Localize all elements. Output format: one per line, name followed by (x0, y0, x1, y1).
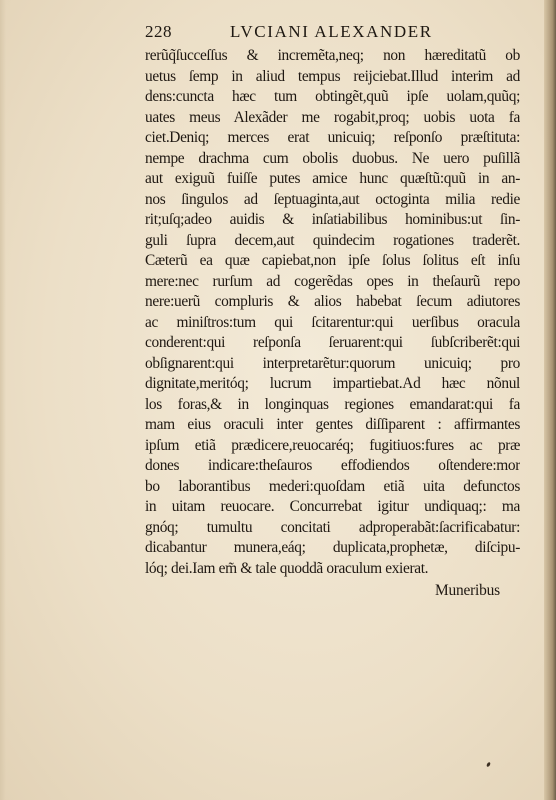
text-line: nempe drachma cum obolis duobus. Ne uero puſillã (145, 149, 520, 167)
text-line: gnóq; tumultu concitati adproperabãt:ſacrificabatur: (145, 518, 520, 536)
text-line: uetus ſemp in aliud tempus reijciebat.Illud interim ad (145, 67, 520, 85)
text-line: Cæterũ ea quæ capiebat,non ipſe ſolus ſolitus eſt inſu (145, 252, 520, 269)
text-line: nere:uerũ compluris & alios habebat ſecum adiutores (145, 293, 520, 310)
text-line: dens:cuncta hæc tum obtingẽt,quũ ipſe uolam,quũq; (145, 88, 520, 105)
page-left-edge (0, 0, 6, 800)
book-gutter-shadow (544, 0, 556, 800)
text-line: aut exiguũ fuiſſe putes amice hunc quæſtũ:quũ in an- (145, 170, 520, 187)
text-line: mere:nec rurſum ad cogerẽdas opes in theſaurũ repo (145, 272, 520, 290)
text-block (145, 46, 520, 579)
text-line: dones indicare:theſauros effodiendos oſtendere:mor (145, 457, 520, 474)
page-header (145, 22, 525, 44)
ink-speck (486, 762, 491, 768)
text-line: rit;uſq;adeo auidis & inſatiabilibus hominibus:ut ſin- (145, 211, 520, 228)
text-line: conderent:qui reſponſa ſeruarent:qui ſubſcriberẽt:qui (145, 334, 520, 351)
page-number: 228 (145, 22, 172, 41)
text-line: ac miniſtros:tum qui ſcitarentur:qui uerſibus oracula (145, 313, 520, 331)
text-line: bo laborantibus mederi:quoſdam etiã uita defunctos (145, 477, 520, 495)
text-line: uates meus Alexãder me rogabit,proq; uobis uota fa (145, 108, 520, 126)
text-line: rerũq̃ſucceſſus & incremẽta,neq; non hæreditatũ ob (145, 47, 520, 64)
text-line: in uitam reuocare. Concurrebat igitur undiquaq;: ma (145, 498, 520, 515)
text-line: lóq; dei.Iam em̃ & tale quoddã oraculum exierat. (145, 559, 429, 577)
text-line: los foras,& in longinquas regiones emandarat:qui fa (145, 395, 520, 413)
running-title: LVCIANI ALEXANDER (230, 22, 433, 41)
text-line: ciet.Deniq; merces erat unicuiq; reſponſo præſtituta: (145, 129, 520, 146)
text-line: dignitate,meritóq; lucrum impartiebat.Ad hæc nõnul (145, 375, 520, 392)
text-line: obſignarent:qui interpretarẽtur:quorum unicuiq; pro (145, 354, 520, 372)
catchword: Muneribus (435, 582, 500, 599)
text-line: mam eius oraculi inter gentes diſſiparent : affirmantes (145, 416, 520, 433)
text-line: guli ſupra decem,aut quindecim rogationes traderẽt. (145, 231, 520, 249)
text-line: ipſum etiã prædicere,reuocaréq; fugitiuos:fures ac præ (145, 436, 520, 454)
text-line: nos ſingulos ad ſeptuaginta,aut octoginta milia redie (145, 190, 520, 208)
text-line: dicabantur munera,eáq; duplicata,prophetæ, diſcipu- (145, 539, 520, 556)
